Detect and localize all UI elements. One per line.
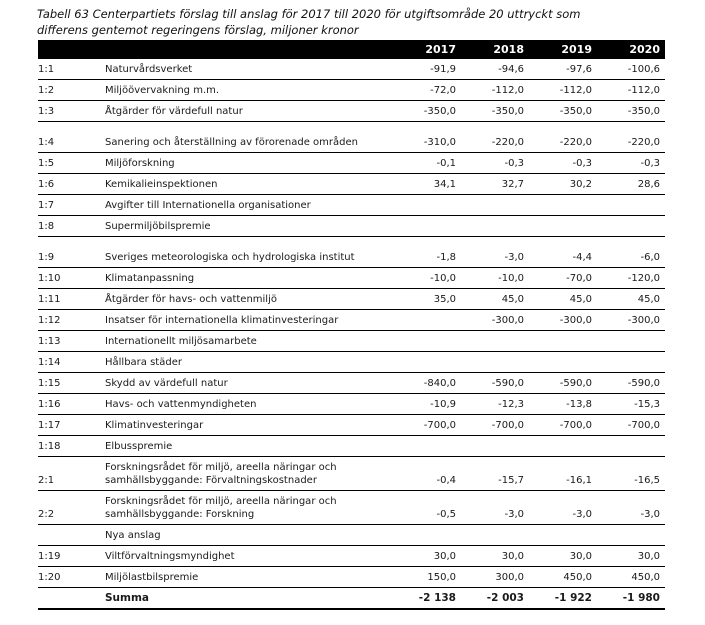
row-value: -94,6 [498,64,524,75]
row-label: Supermiljöbilspremie [105,221,211,232]
table-row [38,567,665,588]
row-value: -112,0 [491,85,524,96]
row-value: -700,0 [491,420,524,431]
row-value: -3,0 [504,509,524,520]
table-row [38,101,665,122]
row-value: 30,0 [501,551,524,562]
table-row [38,525,665,546]
row-id: 1:13 [38,336,61,347]
table-body [38,59,665,610]
row-value: -700,0 [423,420,456,431]
row-id: 1:20 [38,572,61,583]
table-row [38,132,665,153]
row-value: 300,0 [495,572,524,583]
row-id: 2:2 [38,509,55,520]
table-row [38,373,665,394]
table-row [38,174,665,195]
table-row [38,394,665,415]
row-label: Avgifter till Internationella organisationer [105,200,311,211]
row-value: 150,0 [427,572,456,583]
section-gap [38,122,665,132]
table-row [38,59,665,80]
table-header-row [38,40,665,59]
row-value: -350,0 [559,106,592,117]
row-id: 1:12 [38,315,61,326]
row-label: Sanering och återställning av förorenade områden [105,137,358,148]
row-label: Naturvårdsverket [105,64,193,75]
row-label: Åtgärder för havs- och vattenmiljö [105,294,277,305]
row-label: Klimatinvesteringar [105,420,204,431]
table-row [38,289,665,310]
table-row [38,491,665,525]
row-value: -350,0 [423,106,456,117]
row-value: -310,0 [423,137,456,148]
row-value: -100,6 [627,64,660,75]
row-value: -0,5 [436,509,456,520]
row-id: 1:2 [38,85,55,96]
column-header: 2017 [425,43,456,56]
table-row [38,153,665,174]
table-row [38,310,665,331]
row-value: -91,9 [430,64,456,75]
column-header: 2019 [561,43,592,56]
row-value: -0,3 [572,158,592,169]
row-label: Forskningsrådet för miljö, areella näringar och samhällsbyggande: Förvaltningskostnader [105,462,337,486]
row-value: 28,6 [637,179,660,190]
table-total-row [38,588,665,610]
row-value: -15,7 [498,475,524,486]
row-value: 30,2 [569,179,592,190]
row-id: 1:10 [38,273,61,284]
table-caption [37,6,581,38]
row-value: -16,5 [634,475,660,486]
row-label: Forskningsrådet för miljö, areella näringar och samhällsbyggande: Forskning [105,496,337,520]
row-id: 1:1 [38,64,55,75]
budget-table [38,40,665,610]
row-value: -590,0 [491,378,524,389]
row-id: 1:4 [38,137,55,148]
row-value: -10,0 [498,273,524,284]
row-value: -700,0 [559,420,592,431]
row-value: 45,0 [569,294,592,305]
row-label: Viltförvaltningsmyndighet [105,551,235,562]
row-id: 1:7 [38,200,55,211]
row-label: Nya anslag [105,530,161,541]
row-value: 32,7 [501,179,524,190]
row-id: 1:3 [38,106,55,117]
row-value: -97,6 [566,64,592,75]
table-row [38,352,665,373]
table-row [38,457,665,491]
table-caption-line1: Tabell 63 Centerpartiets förslag till anslag för 2017 till 2020 för utgiftsområde 20 uttryckt som [37,7,581,21]
table-row [38,436,665,457]
row-value: -10,9 [430,399,456,410]
table-row [38,216,665,237]
row-value: -2 003 [486,592,524,604]
row-id: 1:8 [38,221,55,232]
row-label: Klimatanpassning [105,273,195,284]
row-value: -700,0 [627,420,660,431]
row-value: 30,0 [637,551,660,562]
row-value: -120,0 [627,273,660,284]
row-value: -4,4 [572,252,592,263]
table-row [38,195,665,216]
row-value: -6,0 [640,252,660,263]
row-label: Miljöövervakning m.m. [105,85,220,96]
row-id: 1:15 [38,378,61,389]
row-id: 1:5 [38,158,55,169]
row-id: 1:14 [38,357,61,368]
row-value: -0,1 [436,158,456,169]
column-header: 2020 [629,43,660,56]
row-value: -300,0 [627,315,660,326]
row-value: -0,4 [436,475,456,486]
row-value: -112,0 [559,85,592,96]
row-value: -300,0 [491,315,524,326]
row-id: 1:17 [38,420,61,431]
table-caption-line2: differens gentemot regeringens förslag, miljoner kronor [37,23,359,37]
row-value: 45,0 [637,294,660,305]
row-value: -220,0 [627,137,660,148]
section-gap [38,237,665,247]
row-value: -112,0 [627,85,660,96]
row-value: -350,0 [491,106,524,117]
row-id: 1:19 [38,551,61,562]
row-value: -590,0 [559,378,592,389]
table-row [38,331,665,352]
row-label: Sveriges meteorologiska och hydrologiska institut [105,252,355,263]
row-value: -1 922 [554,592,592,604]
row-label: Kemikalieinspektionen [105,179,218,190]
row-value: -220,0 [491,137,524,148]
row-value: -12,3 [498,399,524,410]
row-id: 1:6 [38,179,55,190]
row-value: -3,0 [572,509,592,520]
row-value: -10,0 [430,273,456,284]
row-value: 30,0 [433,551,456,562]
row-label: Internationellt miljösamarbete [105,336,257,347]
row-value: -3,0 [504,252,524,263]
row-value: -1,8 [436,252,456,263]
row-value: -0,3 [504,158,524,169]
row-value: 450,0 [631,572,660,583]
row-id: 1:9 [38,252,55,263]
row-label: Åtgärder för värdefull natur [105,106,243,117]
table-row [38,546,665,567]
row-label: Elbusspremie [105,441,173,452]
row-label: Havs- och vattenmyndigheten [105,399,257,410]
row-label: Miljölastbilspremie [105,572,199,583]
row-label: Miljöforskning [105,158,175,169]
row-id: 1:18 [38,441,61,452]
row-value: -1 980 [622,592,660,604]
table-row [38,268,665,289]
row-value: -15,3 [634,399,660,410]
row-value: -220,0 [559,137,592,148]
row-id: 2:1 [38,475,55,486]
row-value: -840,0 [423,378,456,389]
table-row [38,247,665,268]
row-label: Hållbara städer [105,357,182,368]
row-id: 1:11 [38,294,61,305]
row-value: 450,0 [563,572,592,583]
row-value: 45,0 [501,294,524,305]
table-row [38,80,665,101]
row-value: 34,1 [433,179,456,190]
row-value: -72,0 [430,85,456,96]
row-value: -300,0 [559,315,592,326]
row-label: Insatser för internationella klimatinvesteringar [105,315,339,326]
row-value: -0,3 [640,158,660,169]
row-value: -3,0 [640,509,660,520]
row-value: -16,1 [566,475,592,486]
row-value: -2 138 [418,592,456,604]
row-id: 1:16 [38,399,61,410]
row-value: -590,0 [627,378,660,389]
column-header: 2018 [493,43,524,56]
row-value: -13,8 [566,399,592,410]
row-value: -350,0 [627,106,660,117]
table-row [38,415,665,436]
row-label: Summa [105,592,150,604]
row-value: 35,0 [433,294,456,305]
row-label: Skydd av värdefull natur [105,378,228,389]
row-value: 30,0 [569,551,592,562]
row-value: -70,0 [566,273,592,284]
